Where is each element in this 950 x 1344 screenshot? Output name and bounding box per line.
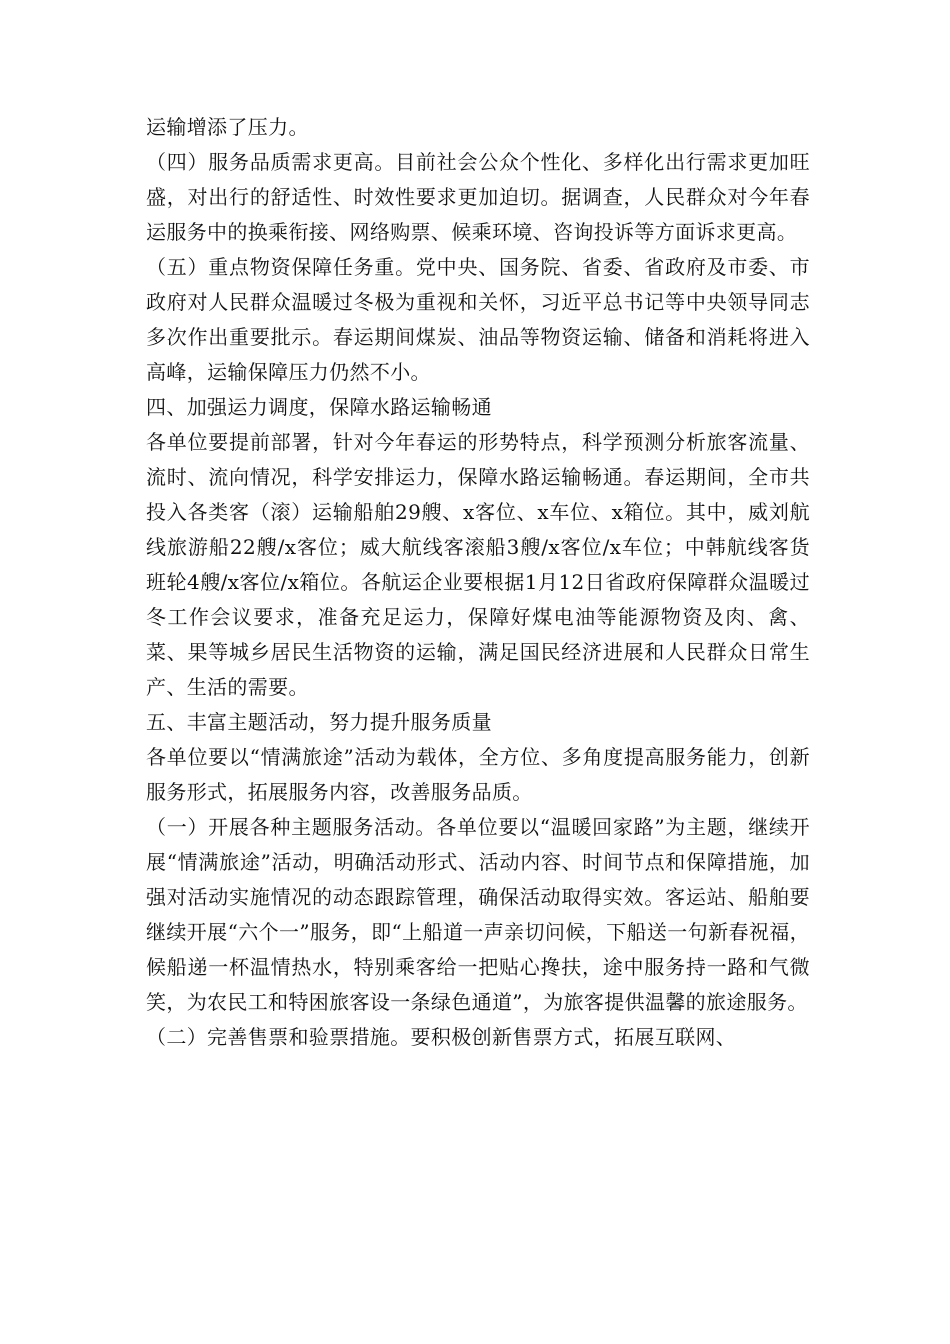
section-heading-4: 四、加强运力调度，保障水路运输畅通 xyxy=(146,395,492,419)
paragraph-service-activities: （一）开展各种主题服务活动。各单位要以“温暖回家路”为主题，继续开展“情满旅途”活动，明确活动形式、活动内容、时间节点和保障措施，加强对活动实施情况的动态跟踪管理，确保活动取得实效。客运站、船舶要继续开展“六个一”服务，即“上船道一声亲切问候，下船送一句新春祝福，候船递一杯温情热水，特别乘客给一把贴心搀扶，途中服务持一路和气微笑，为农民工和特困旅客设一条绿色通道”，为旅客提供温馨的旅途服务。 xyxy=(146,815,810,1014)
paragraph-ticketing: （二）完善售票和验票措施。要积极创新售票方式，拓展互联网、 xyxy=(146,1025,737,1049)
paragraph-key-materials: （五）重点物资保障任务重。党中央、国务院、省委、省政府及市委、市政府对人民群众温暖过冬极为重视和关怀，习近平总书记等中央领导同志多次作出重要批示。春运期间煤炭、油品等物资运输、储备和消耗将进入高峰，运输保障压力仍然不小。 xyxy=(146,255,810,384)
paragraph-themed-activities: 各单位要以“情满旅途”活动为载体，全方位、多角度提高服务能力，创新服务形式，拓展服务内容，改善服务品质。 xyxy=(146,745,810,804)
section-heading-5: 五、丰富主题活动，努力提升服务质量 xyxy=(146,710,492,734)
document-page xyxy=(146,110,810,1055)
paragraph-capacity-dispatch: 各单位要提前部署，针对今年春运的形势特点，科学预测分析旅客流量、流时、流向情况，科学安排运力，保障水路运输畅通。春运期间，全市共投入各类客（滚）运输船舶29艘、x客位、x车位、x箱位。其中，威刘航线旅游船22艘/x客位；威大航线客滚船3艘/x客位/x车位；中韩航线客货班轮4艘/x客位/x箱位。各航运企业要根据1月12日省政府保障群众温暖过冬工作会议要求，准备充足运力，保障好煤电油等能源物资及肉、禽、菜、果等城乡居民生活物资的运输，满足国民经济进展和人民群众日常生产、生活的需要。 xyxy=(146,430,810,699)
paragraph-service-quality: （四）服务品质需求更高。目前社会公众个性化、多样化出行需求更加旺盛，对出行的舒适性、时效性要求更加迫切。据调查，人民群众对今年春运服务中的换乘衔接、网络购票、候乘环境、咨询投诉等方面诉求更高。 xyxy=(146,150,810,244)
paragraph-continuation: 运输增添了压力。 xyxy=(146,115,309,139)
